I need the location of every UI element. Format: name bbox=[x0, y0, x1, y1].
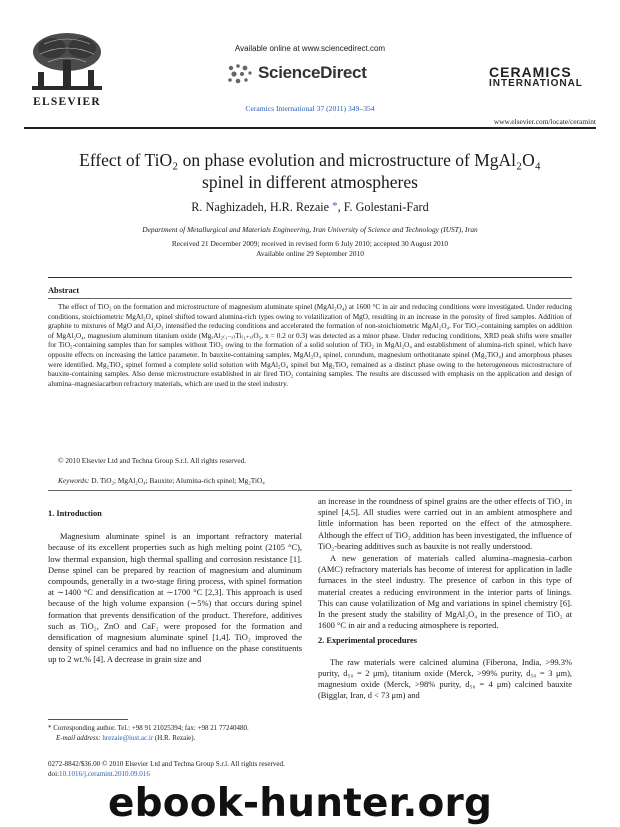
abstract-divider bbox=[48, 298, 572, 299]
header-divider bbox=[24, 127, 596, 129]
received-dates: Received 21 December 2009; received in revised form 6 July 2010; accepted 30 August 2010 bbox=[171, 239, 449, 248]
journal-title bbox=[489, 64, 589, 89]
abstract-copyright: © 2010 Elsevier Ltd and Techna Group S.r.l. All rights reserved. bbox=[58, 456, 247, 465]
author-list bbox=[0, 200, 620, 215]
section-heading-experimental: 2. Experimental procedures bbox=[318, 636, 418, 646]
available-online-text: Available online at www.sciencedirect.com bbox=[234, 44, 386, 53]
abstract-text: The effect of TiO₂ on the formation and microstructure of magnesium aluminate spinel (MgAl₂O₄) at 1600 °C in air and reducing conditions were investigated. Under reducing conditions, stoichiometric MgAl₂O₄ spinel shifted toward alumina-rich types owing to volatilization of MgO, resulting in an increase in the porosity of fired samples. Addition of graphite to mixtures of MgO and Al₂O₃ intensified the reducing conditions and accelerated the formation of non-stoichiometric MgAl₂O₄. For TiO₂-containing samples on addition of MgAl₂O₄, magnesium aluminum titanium oxide (MgₓAl₂₍₁₋ₓ₎Ti₍₁₊ₓ₎O₅, x = 0.2 or 0.3) was detected as a minor phase. Under reducing conditions, XRD peak shifts were smaller for TiO₂-containing samples than for samples without TiO₂ owing to the formation of a solid solution of TiO₂ in MgAl₂O₄ and establishment of alumina-rich spinel, which have opposite effects on increasing the lattice parameter. In bauxite-containing samples, MgAl₂O₄ spinel, corundum, magnesium orthotitanate spinel (Mg₂TiO₄) and amorphous phases were identified. Mg₂TiO₄ spinel formed a complete solid solution with MgAl₂O₄ spinel but Mg₂TiO₄ remained as a distinct phase owing to the heterogeneous microstructure of bauxite-containing samples. Also dense microstructure established in air fired TiO₂ containing samples. The results are discussed with emphasis on the application and design of alumina–magnesiacarbon refractory materials, which are used in the steel industry. bbox=[48, 303, 572, 388]
intro-paragraph-1: Magnesium aluminate spinel is an important refractory material because of its excellent properties such as high melting point (2105 °C), low thermal expansion, high thermal spalling and corrosion resistance [1]. Dense spinel can be prepared by reaction of magnesium and aluminum compounds, generally in a two-stage firing process, with spinel formation at ∼1400 °C and densification at ∼1700 °C [2,3]. This approach is used because of the high volume expansion (∼5%) that occurs during spinel formation that prevents densification of the product. Therefore, additives such as TiO₂, ZnO and CaF₂ were proposed for the formation and densification of magnesium aluminate spinel [1,4]. TiO₂ improved the density of spinel ceramics and had no influence on the phase constituents up to 2 wt.% [4]. A decrease in grain size and bbox=[48, 531, 302, 665]
sciencedirect-wordmark: ScienceDirect bbox=[258, 63, 367, 82]
keywords-list: D. TiO₂; MgAl₂O₄; Bauxite; Alumina-rich spinel; Mg₂TiO₄ bbox=[91, 476, 265, 485]
journal-url-link[interactable]: www.elsevier.com/locate/ceramint bbox=[493, 117, 596, 126]
journal-citation-link[interactable]: Ceramics International 37 (2011) 349–354 bbox=[245, 104, 375, 113]
email-link[interactable]: hrezaie@iust.ac.ir bbox=[102, 733, 154, 742]
footer-info bbox=[48, 760, 285, 779]
article-title bbox=[30, 149, 590, 193]
email-label: E-mail address: bbox=[56, 733, 101, 742]
right-column bbox=[318, 496, 572, 701]
abstract-heading: Abstract bbox=[48, 286, 80, 295]
footnote bbox=[48, 724, 302, 743]
journal-title-line1: CERAMICS bbox=[489, 64, 572, 80]
doi-label: doi: bbox=[48, 769, 60, 778]
section-heading-introduction: 1. Introduction bbox=[48, 509, 102, 518]
title-divider bbox=[48, 277, 572, 278]
article-title-line2: spinel in different atmospheres bbox=[202, 172, 418, 192]
right-paragraph-1: an increase in the roundness of spinel grains are the other effects of TiO₂ in spinel [4,5]. All studies were carried out in an ambient atmosphere and little information has been reported on the effect of the atmosphere. Although the effect of TiO₂ addition has been investigated, the influence of TiO₂-bearing additives such as bauxite is not really understood. bbox=[318, 496, 572, 551]
affiliation: Department of Metallurgical and Materials Engineering, Iran University of Science and Technology (IUST), Iran bbox=[142, 225, 478, 234]
author-names: R. Naghizadeh, H.R. Rezaie bbox=[191, 200, 330, 214]
elsevier-tree-logo bbox=[24, 30, 110, 96]
available-date: Available online 29 September 2010 bbox=[256, 249, 364, 258]
author-names-tail: , F. Golestani-Fard bbox=[337, 200, 429, 214]
right-paragraph-2: A new generation of materials called alumina–magnesia–carbon (AMC) refractory materials has become of interest for application in ladle furnaces in the steel industry. The presence of carbon in this type of material creates a reducing environment in the interior parts of linings. This can cause volatilization of Mg and variations in spinel chemistry [6]. In the present study the stability of MgAl₂O₄ in the presence of TiO₂ at 1600 °C in air and a reducing atmosphere is reported. bbox=[318, 553, 572, 631]
keywords bbox=[58, 476, 265, 485]
footnote-divider bbox=[48, 719, 128, 720]
corresponding-author-note: * Corresponding author. Tel.: +98 91 21025394; fax: +98 21 77240480. bbox=[48, 724, 249, 732]
doi-link[interactable]: 10.1016/j.ceramint.2010.09.016 bbox=[59, 769, 150, 778]
keywords-divider bbox=[48, 490, 572, 491]
experimental-paragraph-1: The raw materials were calcined alumina (Fiberona, India, >99.3% purity, d₅₀ = 2 μm), titanium oxide (Merck, >99% purity, d₅₀ = 3 μm), magnesium oxide (Merck, >98% purity, d₅₀ = 4 μm) calcined bauxite (Bigglar, Iran, d < 73 μm) and bbox=[318, 656, 572, 701]
keywords-label: Keywords: bbox=[58, 476, 90, 485]
corresponding-author-link[interactable]: * bbox=[332, 200, 338, 212]
article-dates bbox=[0, 239, 620, 259]
journal-title-line2: INTERNATIONAL bbox=[489, 78, 583, 89]
issn-line: 0272-8842/$36.00 © 2010 Elsevier Ltd and Techna Group S.r.l. All rights reserved. bbox=[48, 760, 285, 768]
left-column bbox=[48, 508, 302, 666]
publisher-name: ELSEVIER bbox=[33, 96, 101, 108]
email-tail: (H.R. Rezaie). bbox=[154, 733, 196, 742]
watermark-text: ebook-hunter.org bbox=[108, 781, 493, 826]
article-title-line1: Effect of TiO₂ on phase evolution and microstructure of MgAl₂O₄ bbox=[79, 150, 541, 170]
